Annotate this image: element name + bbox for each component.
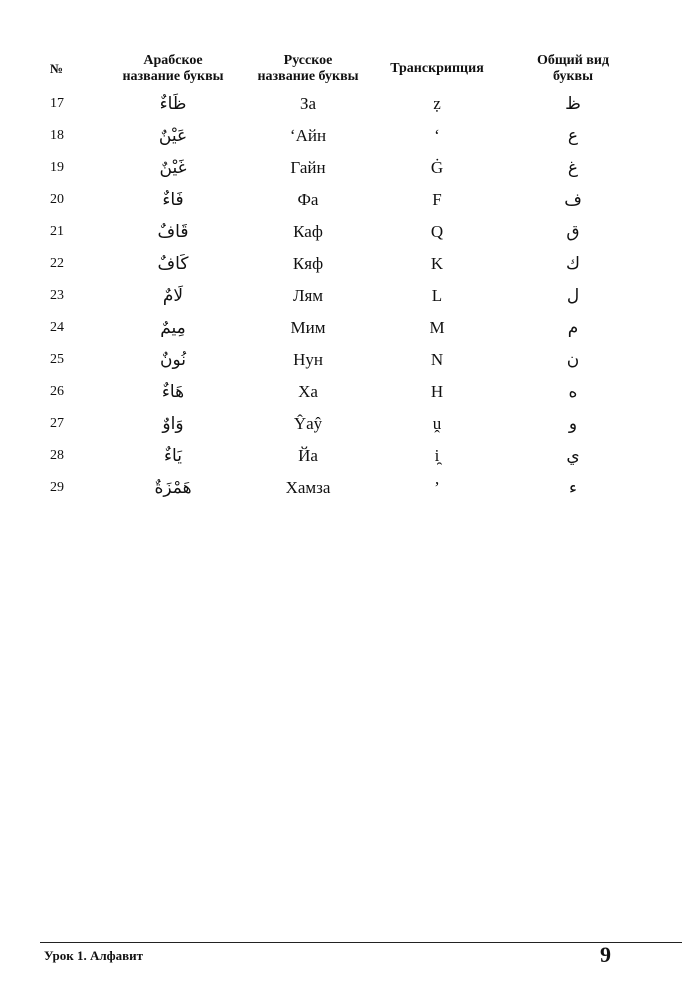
- arabic-name: هَمْزَةٌ: [154, 478, 192, 498]
- table-row: [34, 344, 650, 376]
- row-number: 24: [50, 320, 64, 335]
- transcription: ẓ: [433, 94, 441, 113]
- letter-form: و: [568, 414, 578, 434]
- row-number: 17: [50, 96, 64, 111]
- table-row: [34, 248, 650, 280]
- header-general-form: [496, 50, 650, 88]
- arabic-name: لَامٌ: [162, 286, 184, 306]
- letter-form: غ: [567, 158, 579, 178]
- table-row: [34, 408, 650, 440]
- transcription: F: [432, 190, 442, 209]
- header-number: №: [50, 61, 64, 76]
- russian-name: Ха: [298, 382, 318, 401]
- transcription: M: [429, 318, 445, 337]
- russian-name: Нун: [293, 350, 323, 369]
- row-number: 19: [50, 160, 64, 175]
- header-arabic-name: [108, 50, 238, 88]
- header-russian-name-line1: Русское: [283, 53, 333, 68]
- table-row: [34, 312, 650, 344]
- russian-name: ‘Айн: [289, 126, 327, 145]
- header-russian-name-line2: название буквы: [257, 69, 359, 84]
- header-russian-name: [238, 50, 378, 88]
- row-number: 23: [50, 288, 64, 303]
- russian-name: Кяф: [292, 254, 324, 273]
- alphabet-table: [34, 50, 650, 504]
- transcription: H: [430, 382, 444, 401]
- table-row: [34, 280, 650, 312]
- russian-name: Лям: [292, 286, 324, 305]
- header-arabic-name-line1: Арабское: [143, 53, 203, 68]
- transcription: Ġ: [430, 158, 444, 177]
- arabic-name: قَافٌ: [157, 222, 189, 242]
- table-row: [34, 184, 650, 216]
- russian-name: Мим: [290, 318, 326, 337]
- arabic-name: ظَاءٌ: [159, 94, 187, 114]
- table-row: [34, 152, 650, 184]
- row-number: 29: [50, 480, 64, 495]
- letter-form: ق: [566, 222, 580, 242]
- table-row: [34, 88, 650, 120]
- row-number: 25: [50, 352, 64, 367]
- arabic-name: يَاءٌ: [164, 446, 182, 466]
- transcription: Q: [430, 222, 444, 241]
- transcription: ’: [434, 478, 440, 497]
- table-row: [34, 376, 650, 408]
- table-row: [34, 216, 650, 248]
- russian-name: Хамза: [285, 478, 331, 497]
- russian-name: Фа: [297, 190, 319, 209]
- header-general-form-line2: буквы: [552, 69, 594, 84]
- letter-form: ل: [566, 286, 580, 306]
- russian-name: Гайн: [290, 158, 326, 177]
- row-number: 21: [50, 224, 64, 239]
- letter-form: ف: [564, 190, 582, 210]
- letter-form: ك: [565, 254, 580, 274]
- table-row: [34, 120, 650, 152]
- transcription: L: [431, 286, 443, 305]
- arabic-name: نُونٌ: [160, 350, 186, 370]
- russian-name: Йа: [298, 446, 318, 465]
- arabic-name: وَاوٌ: [162, 414, 184, 434]
- table-header-row: [34, 50, 650, 88]
- header-general-form-line1: Общий вид: [536, 53, 610, 68]
- row-number: 20: [50, 192, 64, 207]
- arabic-name: عَيْنٌ: [158, 126, 188, 146]
- arabic-name: هَاءٌ: [161, 382, 185, 402]
- transcription: ṷ: [432, 414, 442, 433]
- header-arabic-name-line2: название буквы: [122, 69, 224, 84]
- row-number: 18: [50, 128, 64, 143]
- letter-form: ن: [566, 350, 580, 370]
- russian-name: За: [299, 94, 317, 113]
- transcription: ‘: [434, 126, 440, 145]
- letter-form: ع: [567, 126, 579, 146]
- letter-form: ء: [569, 478, 577, 498]
- table-body: [34, 88, 650, 504]
- transcription: N: [430, 350, 444, 369]
- arabic-name: كَافٌ: [157, 254, 189, 274]
- letter-form: ظ: [565, 94, 581, 114]
- russian-name: Каф: [293, 222, 323, 241]
- transcription: i̯: [434, 446, 440, 465]
- row-number: 28: [50, 448, 64, 463]
- header-transcription: Транскрипция: [390, 61, 484, 76]
- letter-form: ه: [568, 382, 578, 402]
- russian-name: Ŷaŷ: [293, 414, 323, 433]
- table-row: [34, 440, 650, 472]
- arabic-name: غَيْنٌ: [159, 158, 187, 178]
- row-number: 27: [50, 416, 64, 431]
- arabic-name: مِيمٌ: [160, 318, 186, 338]
- arabic-name: فَاءٌ: [162, 190, 184, 210]
- letter-form: ي: [566, 446, 580, 466]
- footer-title: Урок 1. Алфавит: [44, 948, 144, 963]
- table-row: [34, 472, 650, 504]
- footer-divider: [40, 942, 682, 943]
- page-number: 9: [600, 942, 611, 967]
- letter-form: م: [567, 318, 579, 338]
- row-number: 22: [50, 256, 64, 271]
- row-number: 26: [50, 384, 64, 399]
- transcription: K: [430, 254, 444, 273]
